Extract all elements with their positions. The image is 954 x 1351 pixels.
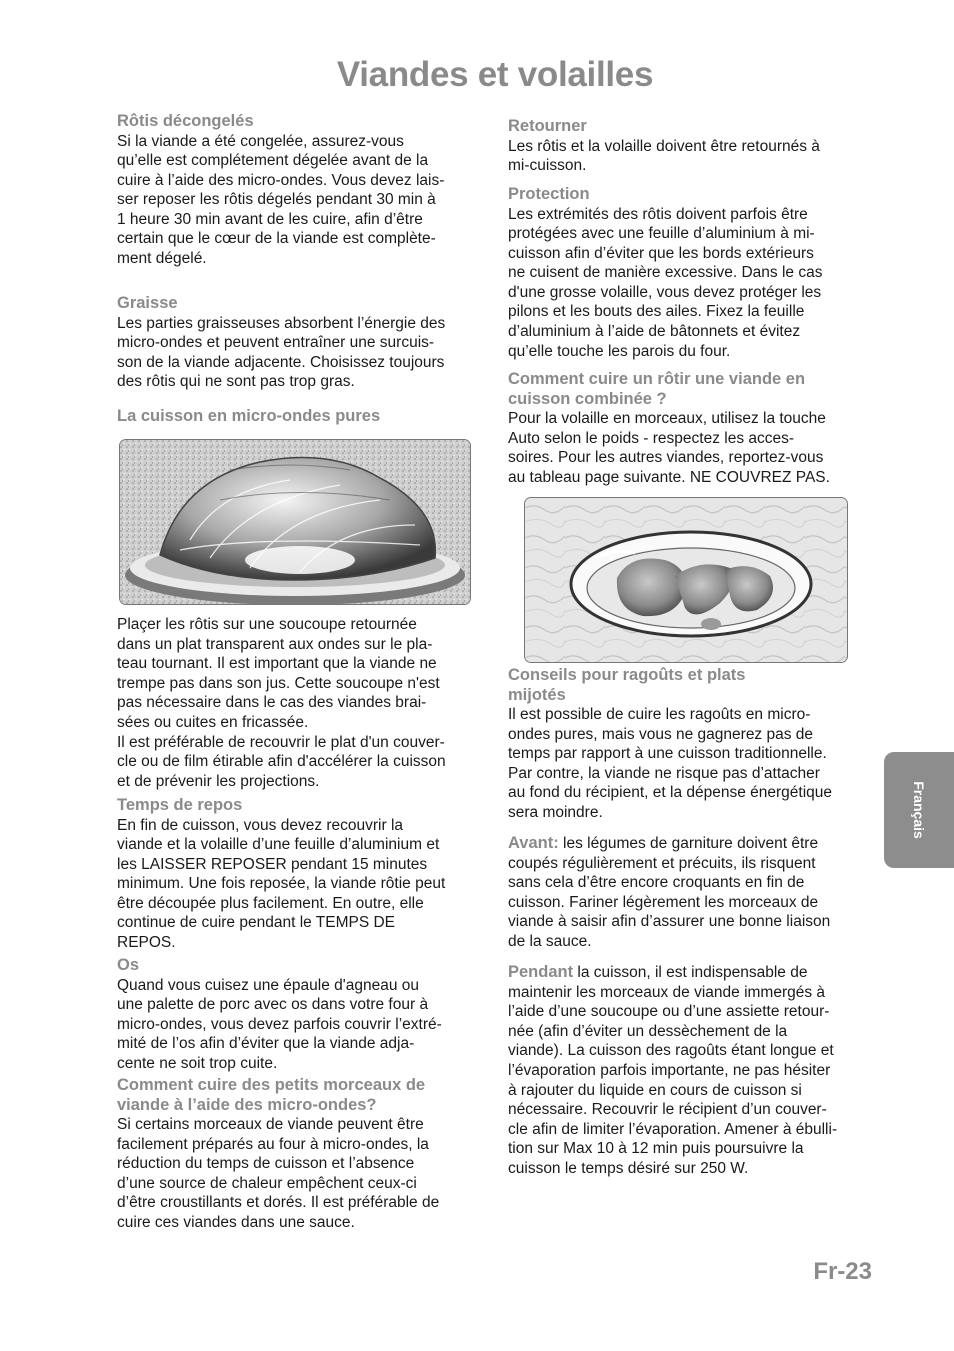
language-tab-label: Français	[911, 781, 927, 839]
text-repos: En fin de cuisson, vous devez recouvrir la viande et la volaille d’une feuille d’aluminium et les LAISSER REPOSER pendant 15 minutes minimum. Une fois reposée, la viande rôtie peut être découpée plus facilement. En outre, elle continue de cuire pendant le TEMPS DE REPOS.	[117, 816, 446, 952]
heading-cuisson: La cuisson en micro-ondes pures	[117, 407, 381, 425]
section-combinee	[508, 370, 873, 487]
text-os: Quand vous cuisez une épaule d'agneau ou une palette de porc avec os dans votre four à micro-ondes, vous devez parfois couvrir l’extré- mité de l’os afin d’éviter que la viande adja- cente ne soit trop cuite.	[117, 976, 442, 1072]
section-protection	[508, 185, 873, 361]
text-protection: Les extrémités des rôtis doivent parfois être protégées avec une feuille d’aluminium à mi- cuisson afin d’éviter que les bords extérieurs ne cuisent de manière excessive. Dans le cas d'une grosse volaille, vous devez protéger les pilons et les bouts des ailes. Fixez la feuille d’aluminium à l’aide de bâtonnets et évitez qu’elle touche les parois du four.	[508, 205, 823, 360]
heading-graisse: Graisse	[117, 294, 178, 312]
heading-protection: Protection	[508, 185, 590, 203]
text-pendant-paragraph	[508, 963, 873, 1179]
page-number: Fr-23	[813, 1258, 872, 1285]
section-retourner	[508, 117, 873, 176]
section-os	[117, 956, 489, 1073]
section-cuisson	[117, 407, 489, 427]
text-avant-paragraph	[508, 834, 873, 952]
text-pendant: la cuisson, il est indispensable de maintenir les morceaux de viande immergés à l’aide d’une soucoupe ou d’une assiette retour- née (afin d’éviter un dessèchement de la viande). La cuisson des ragoûts étant longue et l’évaporation parfois importante, ne pas hésiter à rajouter du liquide en cours de cuisson si nécessaire. Recouvrir le récipient d’un couver- cle afin de limiter l’évaporation. Amener à ébulli- tion sur Max 10 à 12 min puis poursuivre la cuisson le temps désiré sur 250 W.	[508, 964, 838, 1177]
text-petits: Si certains morceaux de viande peuvent être facilement préparés au four à micro-ondes, la réduction du temps de cuisson et l’absence d’une source de chaleur empêchent ceux-ci d’être croustillants et dorés. Il est préférable de cuire ces viandes dans une sauce.	[117, 1116, 440, 1231]
heading-rotis: Rôtis décongelés	[117, 112, 254, 130]
heading-ragouts: Conseils pour ragoûts et plats mijotés	[508, 666, 746, 704]
section-avant	[508, 834, 873, 952]
text-ragouts: Il est possible de cuire les ragoûts en micro- ondes pures, mais vous ne gagnerez pas de temps par rapport à une cuisson traditionnelle. Par contre, la viande ne risque pas d’attacher au fond du récipient, et la dépense énergétique sera moindre.	[508, 706, 833, 821]
heading-retourner: Retourner	[508, 117, 587, 135]
heading-repos: Temps de repos	[117, 796, 243, 814]
roast-dish-illustration	[120, 440, 470, 604]
section-graisse	[117, 294, 489, 392]
text-combinee: Pour la volaille en morceaux, utilisez la touche Auto selon le poids - respectez les acces- soires. Pour les autres viandes, reportez-vous au tableau page suivante. NE COUVREZ PAS.	[508, 410, 830, 486]
roast-dish-photo	[119, 439, 471, 605]
chicken-dish-illustration	[525, 498, 847, 662]
section-ragouts	[508, 666, 873, 823]
lead-pendant: Pendant	[508, 963, 574, 981]
text-graisse: Les parties graisseuses absorbent l’énergie des micro-ondes et peuvent entraîner une surcuis- son de la viande adjacente. Choisissez toujours des rôtis qui ne sont pas trop gras.	[117, 314, 446, 391]
text-placer: Plaçer les rôtis sur une soucoupe retournée dans un plat transparent aux ondes sur le pla- teau tournant. Il est important que la viande ne trempe pas dans son jus. Cette soucoupe n'est pas nécessaire dans le cas des viandes brai- sées ou cuites en fricassée. Il est préférable de recouvrir le plat d'un couver- cle ou de film étirable afin d'accélérer la cuisson et de prévenir les projections.	[117, 616, 446, 790]
section-pendant	[508, 963, 873, 1179]
text-avant: les légumes de garniture doivent être coupés régulièrement et précuits, ils risquent sans cela d’être encore croquants en fin de cuisson. Fariner légèrement les morceaux de viande à saisir afin d’assurer une bonne liaison de la sauce.	[508, 835, 831, 950]
language-tab	[884, 752, 954, 868]
page-title: Viandes et volailles	[336, 55, 654, 94]
heading-combinee: Comment cuire un rôtir une viande en cuisson combinée ?	[508, 370, 806, 408]
text-retourner: Les rôtis et la volaille doivent être retournés à mi-cuisson.	[508, 137, 820, 175]
heading-os: Os	[117, 956, 140, 974]
text-rotis: Si la viande a été congelée, assurez-vous qu’elle est complétement dégelée avant de la cuire à l’aide des micro-ondes. Vous devez lais- ser reposer les rôtis dégelés pendant 30 min à 1 heure 30 min avant de les cuire, afin d’être certain que le cœur de la viande est complète- ment dégelé.	[117, 132, 445, 268]
section-rotis	[117, 112, 489, 269]
chicken-dish-photo	[524, 497, 848, 663]
section-repos	[117, 796, 489, 953]
heading-petits: Comment cuire des petits morceaux de viande à l’aide des micro-ondes?	[117, 1076, 426, 1114]
lead-avant: Avant:	[508, 834, 559, 852]
section-placer	[117, 615, 489, 791]
section-petits	[117, 1076, 489, 1233]
